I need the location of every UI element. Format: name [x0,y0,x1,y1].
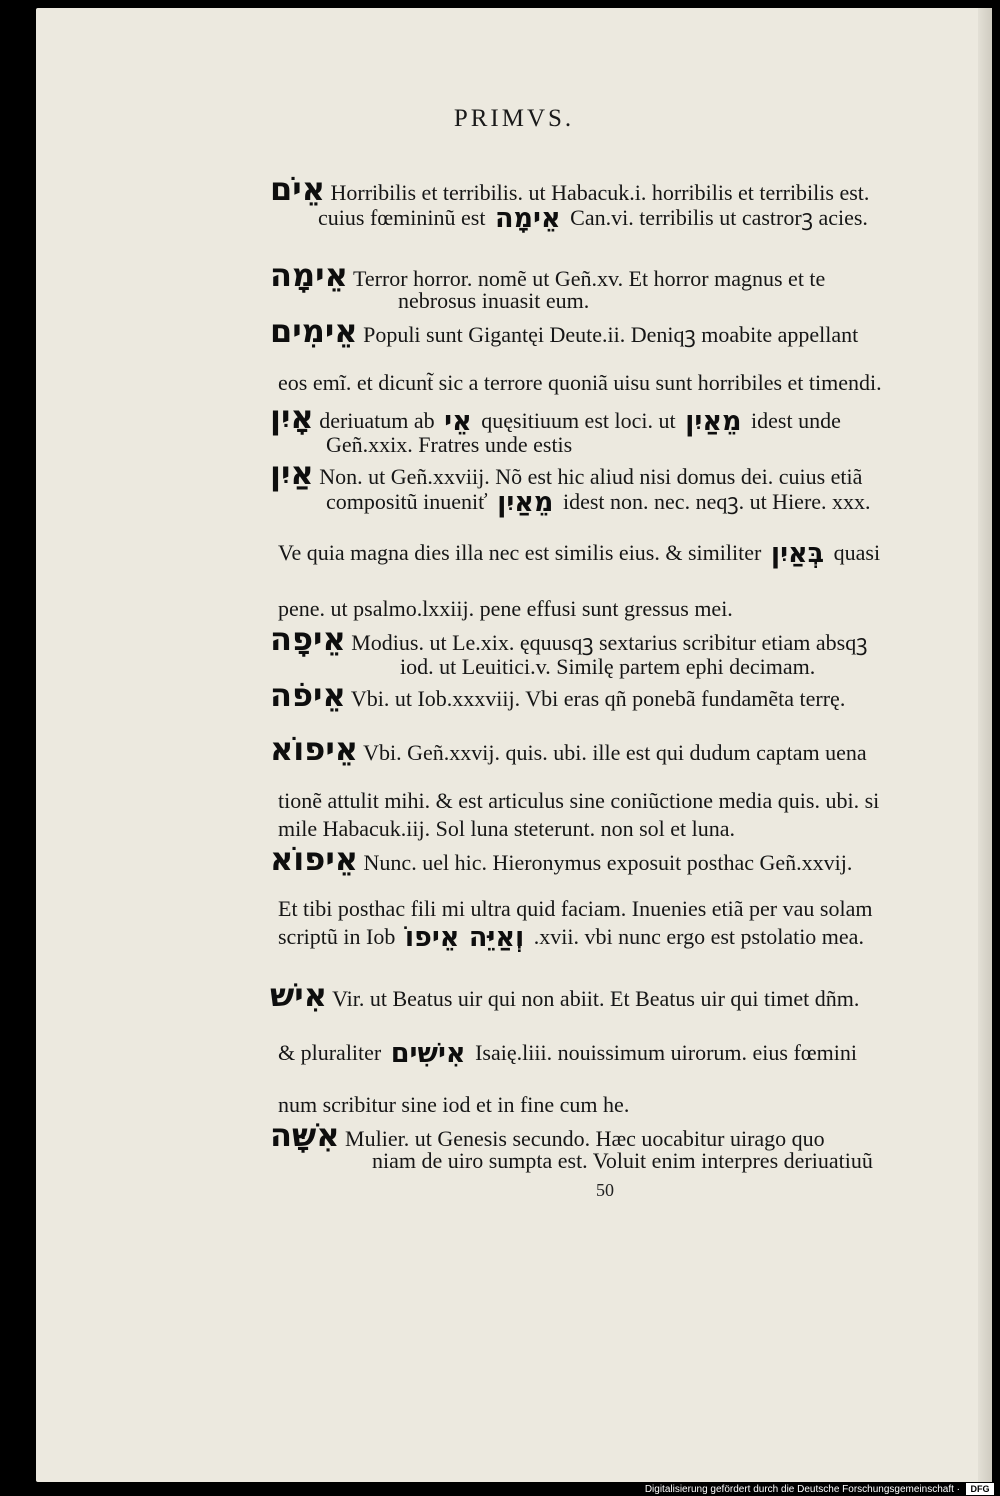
latin-text: .xvii. vbi nunc ergo est pstolatio mea. [533,924,864,949]
entry-line [278,370,882,396]
entry-line [270,730,867,768]
hebrew-word: אֵיפֹה [270,676,346,714]
hebrew-word: אֵימִים [270,312,358,350]
latin-text: Nunc. uel hic. Hieronymus exposuit posthac Geñ.xxvij. [363,850,853,875]
latin-text: Horribilis et terribilis. ut Habacuk.i. horribilis et terribilis est. [330,180,870,205]
hebrew-word: אִשָּׁה [270,1116,340,1154]
latin-text: & pluraliter [278,1040,382,1065]
entry-line [278,788,879,814]
latin-text: Terror horror. nomẽ ut Geñ.xv. Et horror magnus et te [352,266,826,291]
entry-line [278,596,733,622]
page-number: 50 [596,1180,614,1200]
latin-text: eos emĩ. et dicunt̃ sic a terrore quoniã uisu sunt horribiles et timendi. [278,370,882,395]
entry-line [270,620,867,658]
hebrew-word: אֵימָה [494,203,561,234]
latin-text: pene. ut psalmo.lxxiij. pene effusi sunt gressus mei. [278,596,733,621]
hebrew-word: אֵיפוֹא [270,840,359,878]
latin-text: deriuatum ab [319,408,435,433]
latin-text: compositũ inueniť [326,489,488,514]
entry-line [278,538,880,569]
entry-line [278,1038,857,1069]
book-page [36,8,992,1482]
hebrew-word: אֵיפָה [270,620,346,658]
entry-line [278,816,735,842]
latin-text: idest unde [751,408,841,433]
latin-text: Modius. ut Le.xix. ęquusqꝫ sextarius scribitur etiam absqꝫ [351,630,868,655]
dfg-logo: DFG [966,1483,994,1495]
latin-text: Vbi. Geñ.xxvij. quis. ubi. ille est qui dudum captam uena [363,740,867,765]
latin-text: Populi sunt Gigantęi Deute.ii. Deniqꝫ moabite appellant [363,322,859,347]
entry-line [398,288,589,314]
hebrew-word: אִישׁ [270,976,327,1014]
hebrew-word: מֵאַיִן [497,487,554,518]
latin-text: Non. ut Geñ.xxviij. Nõ est hic aliud nisi domus dei. cuius etiã [319,464,863,489]
entry-line [270,976,859,1014]
latin-text: num scribitur sine iod et in fine cum he. [278,1092,630,1117]
latin-text: Geñ.xxix. Fratres unde estis [326,432,573,457]
latin-text: idest non. nec. neqꝫ. ut Hiere. xxx. [562,489,871,514]
hebrew-word: בְּאַיִן [770,538,825,569]
hebrew-word: אֵיֹם [270,170,325,208]
latin-text: Mulier. ut Genesis secundo. Hæc uocabitur uirago quo [345,1126,825,1151]
hebrew-word: אֵיפוֹא [270,730,359,768]
latin-text: Can.vi. terribilis ut castrorꝫ acies. [570,205,868,230]
latin-text: nebrosus inuasit eum. [398,288,590,313]
latin-text: Isaię.liii. nouissimum uirorum. eius fœmini [475,1040,858,1065]
entry-line [326,486,871,518]
latin-text: quęsitiuum est loci. ut [481,408,676,433]
latin-text: tionẽ attulit mihi. & est articulus sine coniũctione media quis. ubi. si [278,788,880,813]
latin-text: Vbi. ut Iob.xxxviij. Vbi eras qñ ponebã fundamẽta terrę. [350,686,846,711]
hebrew-word: וְאַיֵּה אֵיפוֹ [404,922,525,953]
latin-text: niam de uiro sumpta est. Voluit enim interpres deriuatiuũ [372,1148,873,1173]
running-header: PRIMVS. [453,105,575,132]
entry-line [270,676,845,714]
entry-line [278,922,864,953]
hebrew-word: אֵימָה [270,256,348,294]
latin-text: mile Habacuk.iij. Sol luna steterunt. non sol et luna. [278,816,736,841]
hebrew-word: אַיִן [270,454,314,492]
latin-text: Vir. ut Beatus uir qui non abiit. Et Beatus uir qui timet dñm. [332,986,860,1011]
entry-line [372,1148,873,1174]
hebrew-word: מֵאַיִן [685,406,742,437]
entry-line [278,896,872,922]
entry-line [278,1092,629,1118]
latin-text: cuius fœmininũ est [318,205,486,230]
entry-line [318,202,868,234]
entry-line [270,312,858,350]
latin-text: scriptũ in Iob [278,924,396,949]
latin-text: Et tibi posthac fili mi ultra quid faciam. Inuenies etiã per vau solam [278,896,873,921]
footer-bar [0,1482,1000,1496]
latin-text: quasi [833,540,881,565]
hebrew-word: אֵי [444,406,472,437]
latin-text: Ve quia magna dies illa nec est similis eius. & similiter [278,540,762,565]
latin-text: iod. ut Leuitici.v. Similę partem ephi decimam. [400,654,816,679]
entry-line [270,840,852,878]
hebrew-word: אִישִׁים [390,1038,466,1069]
hebrew-word: אָיִן [270,398,314,436]
funding-notice: Digitalisierung gefördert durch die Deutsche Forschungsgemeinschaft · [644,1484,960,1495]
page-edge [978,8,992,1482]
